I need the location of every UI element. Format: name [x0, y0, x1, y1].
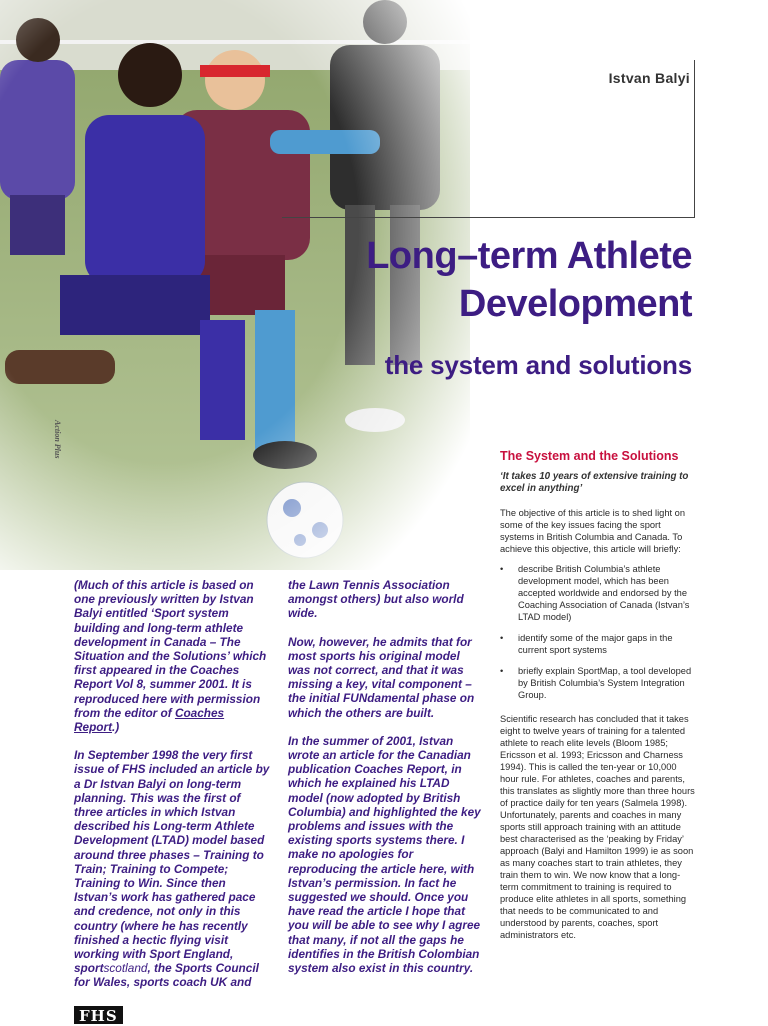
history-text: In September 1998 the very first issue of FHS included an article by a Dr Istvan Balyi on long-term planning. This was the first of three articles in which Istvan described his Long-term Athlete Development (LTAD) model based around three phases – Training to Train; Training to Compete; Training to Win. Since then Istvan’s work has gathered pace and credence, not only in this country (where he has recently finished a hectic flying visit working with Sport England, sport — [74, 748, 270, 976]
horizontal-rule — [282, 217, 695, 218]
pull-quote: ‘It takes 10 years of extensive training to excel in anything’ — [500, 471, 689, 494]
right-column — [500, 450, 696, 949]
bullet-icon: • — [500, 564, 504, 574]
coaches-report-link[interactable]: Coaches Report — [74, 705, 225, 735]
section-heading: The System and the Solutions — [500, 449, 679, 463]
editor-note-end: .) — [112, 720, 120, 735]
list-item-text: identify some of the major gaps in the current sport systems — [518, 633, 673, 655]
article-subtitle: the system and solutions — [384, 350, 692, 380]
admission-paragraph: Now, however, he admits that for most sports his original model was not correct, and that it was missing a key, vital component – the initial FUNdamental phase on which the others are built. — [288, 634, 475, 720]
continuation-paragraph: the Lawn Tennis Association amongst others) but also world wide. — [288, 578, 464, 621]
history-text-end: , the Sports Council for Wales, sports coach UK and — [74, 961, 259, 990]
vertical-rule — [694, 60, 695, 218]
list-item-text: briefly explain SportMap, a tool developed by British Columbia’s System Integration Group. — [518, 666, 692, 700]
fhs-logo: FHS — [74, 1006, 123, 1024]
intro-column-a — [74, 578, 270, 1004]
author-name: Istvan Balyi — [608, 70, 690, 86]
intro-paragraph: The objective of this article is to shed light on some of the key issues facing the sport systems in British Columbia and Canada. To achieve this objective, this article will briefly: — [500, 508, 686, 554]
summary-paragraph: In the summer of 2001, Istvan wrote an article for the Canadian publication Coaches Report, in which he explained his LTAD model (now adopted by British Columbia) and highlighted the key problems and issues with the existing sports systems there. I make no apologies for reproducing the article here, with Istvan’s permission. In fact he suggested we should. Once you have read the article I hope that you will be able to see why I agree that many, if not all the gaps he identifies in the British Colombian system also exist in this country. — [288, 733, 481, 976]
objective-list — [500, 563, 696, 701]
list-item — [500, 632, 696, 656]
body-paragraph: Scientific research has concluded that it takes eight to twelve years of training for a talented athlete to reach elite levels (Bloom 1985; Ericsson et al. 1993; Ericsson and Charness 1994). This is called the ten-year or 10,000 hour rule. For athletes, coaches and parents, this translates as slightly more than three hours of practice daily for ten years (Salmela 1998). Unfortunately, parents and coaches in many sports still approach training with an attitude best characterised as the ‘peaking by Friday’ approach (Balyi and Hamilton 1999) ie as soon as many coaches start to train athletes, they train them to win. We now know that a long-term commitment to training is required to produce elite athletes in all sports, something that needs to be communicated to and understood by parents, coaches, sport administrators etc. — [500, 714, 695, 940]
title-line-2: Development — [458, 283, 692, 325]
intro-column-b — [288, 578, 484, 989]
list-item — [500, 665, 696, 701]
sportscotland-brand: scotland — [103, 961, 148, 976]
list-item-text: describe British Columbia’s athlete development model, which has been accepted worldwide and endorsed by the Coaching Association of Canada (Istvan’s LTAD model) — [518, 564, 690, 622]
bullet-icon: • — [500, 633, 504, 643]
bullet-icon: • — [500, 666, 504, 676]
photo-credit: Action Plus — [53, 420, 62, 459]
editor-note-text: (Much of this article is based on one previously written by Istvan Balyi entitled ‘Sport system building and long-term athlete development in Canada – The Situation and the Solutions’ which first appeared in the Coaches Report Vol 8, summer 2001. It is reproduced here with permission from the editor of — [74, 578, 267, 720]
history-paragraph — [74, 748, 270, 989]
list-item — [500, 563, 696, 623]
editor-note-paragraph — [74, 578, 270, 734]
article-title — [366, 232, 692, 328]
title-line-1: Long–term Athlete — [366, 235, 692, 277]
